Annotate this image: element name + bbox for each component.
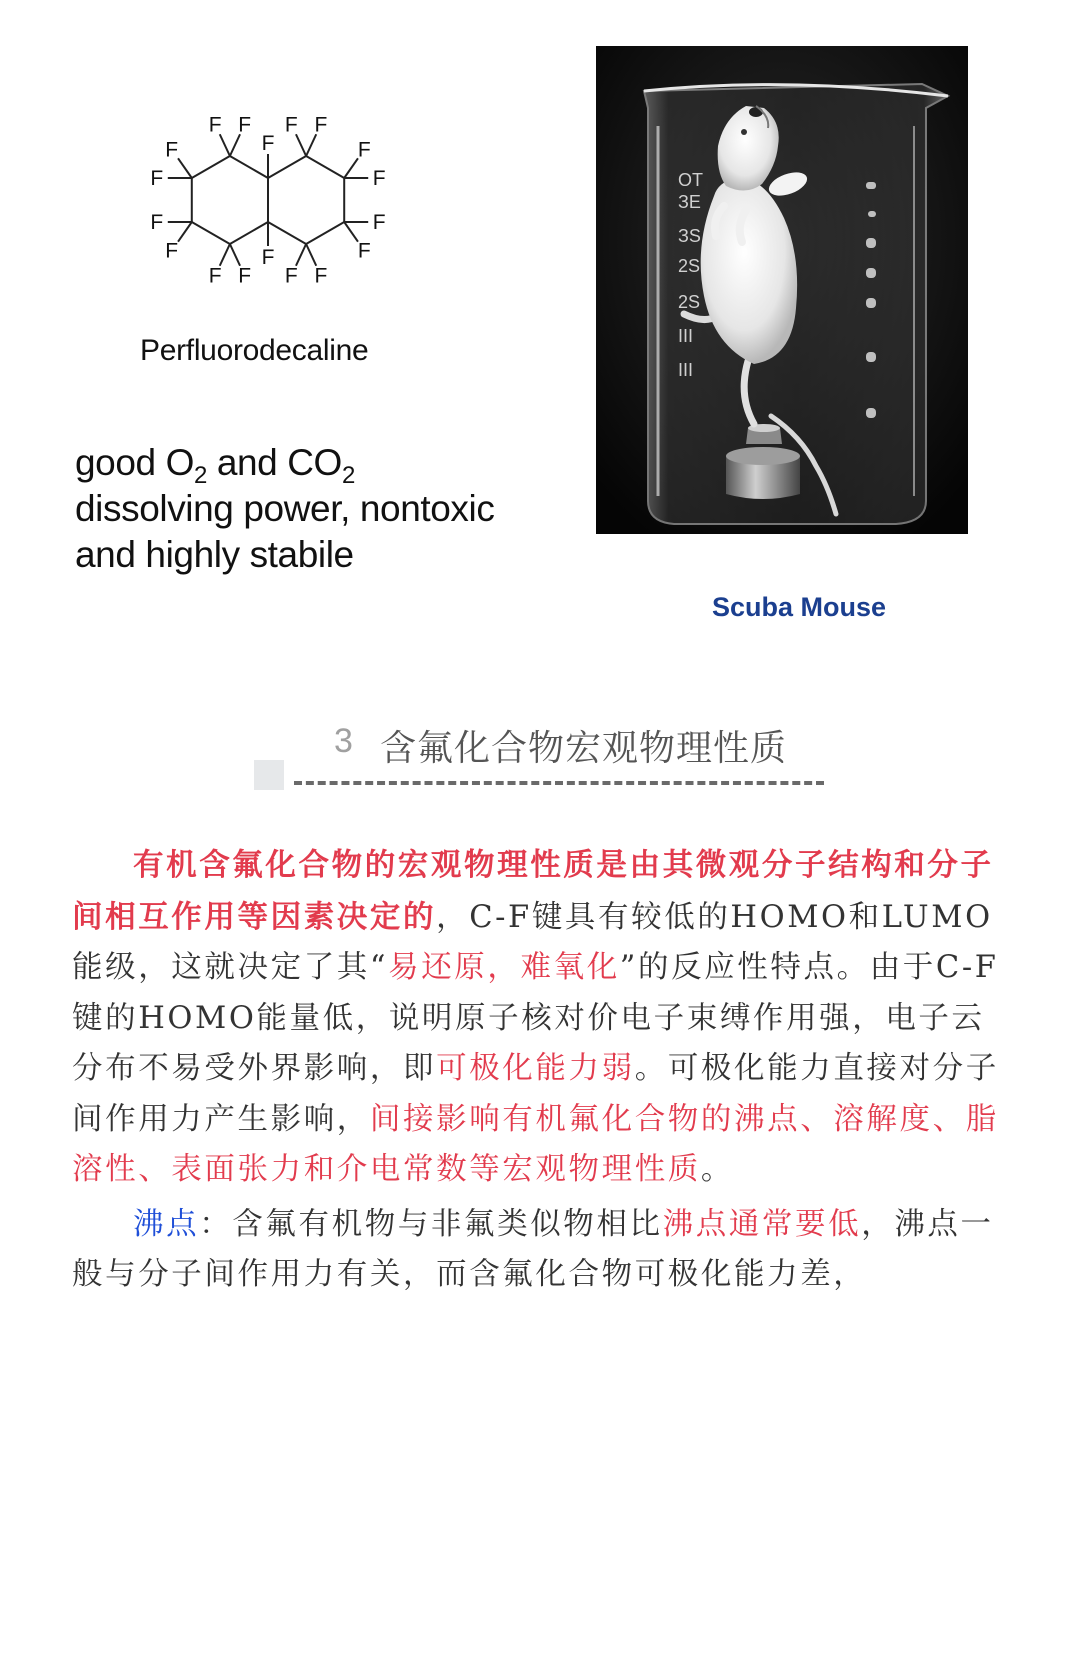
fluorine-atom-label: F <box>150 211 164 234</box>
fluorine-atom-label: F <box>208 264 222 288</box>
bond-line <box>192 222 230 244</box>
bond-line <box>296 244 306 266</box>
bond-line <box>230 222 268 244</box>
text-segment-blue: 沸点 <box>133 1206 200 1242</box>
bond-line <box>306 134 316 156</box>
article-body <box>72 840 1012 1305</box>
bond-line <box>306 244 316 266</box>
beaker-mark-label: ЗЕ <box>678 192 701 212</box>
bond-line <box>230 156 268 178</box>
text-segment-normal: ，沸点一般与分子间作用力有关，而含氟化合物可极化能力差， <box>72 1206 994 1292</box>
heading-decor-square <box>254 760 284 790</box>
beaker-mark-label: 2S <box>678 292 701 312</box>
beaker-mark-label: 2S <box>678 256 701 276</box>
bond-line <box>178 158 192 178</box>
bond-line <box>192 156 230 178</box>
text-segment-red: 可极化能力弱 <box>436 1051 635 1086</box>
fluorine-atom-label: F <box>357 239 371 263</box>
section-number: 3 <box>334 722 353 760</box>
properties-line-1: good $O_2$ and $CO_2$ <box>75 442 355 489</box>
properties-line-3: and highly stabile <box>75 534 354 575</box>
fluorine-atom-label: F <box>238 264 252 288</box>
properties-line-2: dissolving power, nontoxic <box>75 488 495 529</box>
bond-line <box>230 134 240 156</box>
text-segment-normal: ，C-F键具有较低的HOMO和LUMO能级，这就决定了其“ <box>72 899 993 985</box>
fluorine-atom-label: F <box>165 239 179 263</box>
bond-line <box>344 158 358 178</box>
fluorine-atom-label: F <box>372 167 386 190</box>
text-segment-red: 沸点通常要低 <box>662 1206 862 1242</box>
beaker-mark-label: ЗS <box>678 226 701 246</box>
fluorine-atom-label: F <box>372 211 386 234</box>
fluorine-atom-label: F <box>314 113 328 137</box>
text-segment-normal: 。可极化能力直接对分子间作用力产生影响， <box>72 1051 999 1137</box>
bond-line <box>344 222 358 242</box>
bond-line <box>306 222 344 244</box>
section-title: 含氟化合物宏观物理性质 <box>380 728 788 769</box>
text-segment-normal: 。 <box>700 1152 735 1187</box>
fluorine-atom-label: F <box>150 167 164 190</box>
scuba-mouse-photo <box>596 46 968 534</box>
bond-line <box>178 222 192 242</box>
figure-panel <box>0 0 1080 660</box>
molecule-name-label: Perfluorodecaline <box>140 334 369 367</box>
fluorine-atom-label: F <box>208 113 222 137</box>
paragraph-intro <box>72 840 1012 1196</box>
perfluorodecaline-structure-diagram <box>120 100 400 300</box>
text-segment-red: 间接影响有机氟化合物的沸点、溶解度、脂溶性、表面张力和介电常数等宏观物理性质 <box>72 1101 999 1187</box>
fluorine-atom-label: F <box>314 264 328 288</box>
text-segment-redb: 有机含氟化合物的宏观物理性质是由其微观分子结构和分子间相互作用等因素决定的 <box>72 847 994 935</box>
bond-line <box>306 156 344 178</box>
fluorine-atom-label: F <box>357 138 371 162</box>
text-segment-red: 易还原，难氧化 <box>388 950 620 985</box>
fluorine-atom-label: F <box>165 138 179 162</box>
fluorine-atom-label: F <box>284 113 298 137</box>
text-segment-normal: ：含氟有机物与非氟类似物相比 <box>199 1206 663 1242</box>
beaker-mark-label: OT <box>678 170 703 190</box>
bond-line <box>220 134 230 156</box>
fluorine-atom-label: F <box>238 113 252 137</box>
molecule-properties-text <box>75 440 494 578</box>
photo-caption: Scuba Mouse <box>712 592 887 622</box>
bond-line <box>230 244 240 266</box>
bond-line <box>296 134 306 156</box>
section-heading <box>254 720 824 790</box>
bond-line <box>268 222 306 244</box>
heading-dashed-rule <box>294 781 824 785</box>
fluorine-atom-label: F <box>261 132 275 155</box>
beaker-mark-label: III <box>678 360 694 380</box>
fluorine-atom-label: F <box>261 246 275 269</box>
bond-line <box>268 156 306 178</box>
text-segment-normal: ”的反应性特点。由于C-F键的HOMO能量低，说明原子核对价电子束缚作用强，电子云分布不易受外界影响，即 <box>72 950 999 1086</box>
beaker-mark-label: III <box>678 326 694 346</box>
paragraph-boiling-point <box>72 1200 1012 1301</box>
fluorine-atom-label: F <box>284 264 298 288</box>
bond-line <box>220 244 230 266</box>
